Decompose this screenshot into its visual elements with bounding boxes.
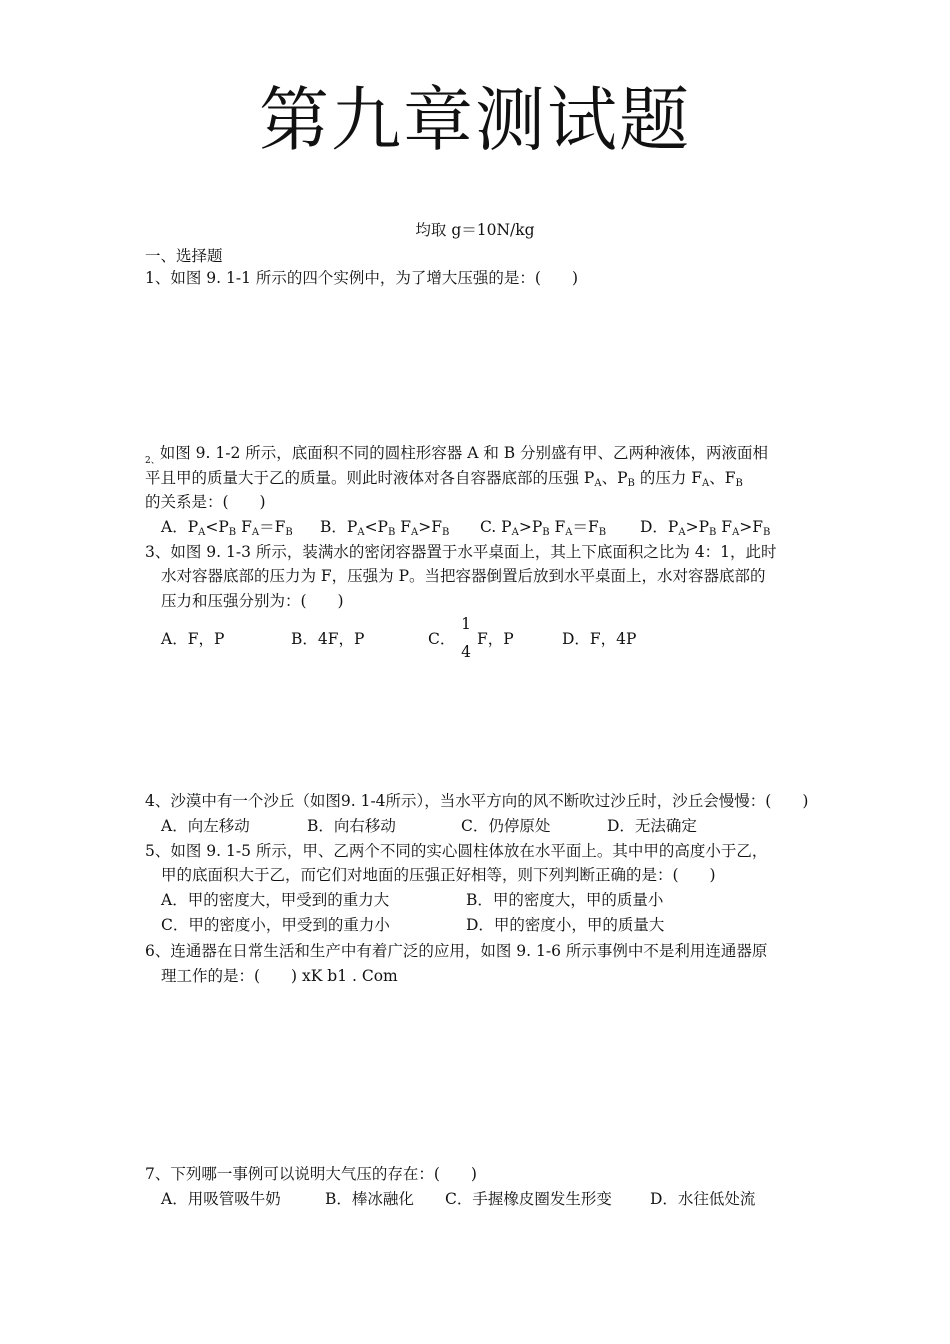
question-3-option-c-label: C． [428,630,456,648]
question-5-option-c: C．甲的密度小，甲受到的重力小 [161,916,390,934]
gravity-note: 均取 g＝10N/kg [415,221,535,239]
question-5-line-1: 5、如图 9. 1-5 所示，甲、乙两个不同的实心圆柱体放在水平面上。其中甲的高度小于乙， [145,842,768,860]
question-3-option-d: D．F，4P [562,630,637,648]
question-2-option-b: B．$P_A<P_B$ $F_A>F_B$ [320,518,450,538]
question-5-option-b: B．甲的密度大，甲的质量小 [466,891,664,909]
question-3-option-c-rest: F，P [477,630,514,648]
question-7-option-c: C．手握橡皮圈发生形变 [445,1190,612,1208]
question-7-line-1: 7、下列哪一事例可以说明大气压的存在：( ) [145,1165,477,1183]
question-1: 1、如图 9. 1-1 所示的四个实例中，为了增大压强的是：( ) [145,269,578,287]
question-2-option-a: A．$P_A<P_B$ $F_A=F_B$ [161,518,293,538]
question-7-option-b: B．棒冰融化 [325,1190,414,1208]
question-5-option-a: A．甲的密度大，甲受到的重力大 [161,891,390,909]
fraction-numerator: 1 [461,615,471,633]
question-2-line-1: $_{2、}$如图 9. 1-2 所示，底面积不同的圆柱形容器 A 和 B 分别盛有甲、乙两种液体，两液面相 [145,444,769,466]
fraction-denominator: 4 [461,643,471,661]
question-4-line-1: 4、沙漠中有一个沙丘（如图9. 1-4所示），当水平方向的风不断吹过沙丘时，沙丘会慢慢：( ) [145,792,809,810]
question-4-option-b: B．向右移动 [307,817,396,835]
question-5-line-2: 甲的底面积大于乙，而它们对地面的压强正好相等，则下列判断正确的是：( ) [161,866,716,884]
question-3-line-3: 压力和压强分别为：( ) [161,592,344,610]
question-3-line-1: 3、如图 9. 1-3 所示，装满水的密闭容器置于水平桌面上，其上下底面积之比为 4：1，此时 [145,543,777,561]
question-2-option-c: C. $P_A>P_B$ $F_A=F_B$ [480,518,607,538]
question-3-option-a: A．F，P [161,630,225,648]
question-2-line-3: 的关系是：( ) [145,493,266,511]
question-7-option-a: A．用吸管吸牛奶 [161,1190,281,1208]
question-4-option-a: A．向左移动 [161,817,250,835]
question-4-option-c: C．仍停原处 [461,817,551,835]
question-2-line-2: 平且甲的质量大于乙的质量。则此时液体对各自容器底部的压强 $P_A$、$P_B$ 的压力 $F_A$、$F_B$ [145,469,743,489]
question-3-line-2: 水对容器底部的压力为 F，压强为 P。当把容器倒置后放到水平桌面上，水对容器底部的 [161,567,766,585]
question-2-number: 2、 [145,456,160,466]
question-4-option-d: D．无法确定 [607,817,697,835]
question-3-option-b: B．4F，P [291,630,365,648]
page-title: 第九章测试题 [259,79,691,161]
question-6-line-2: 理工作的是：( ) xK b1 . Com [161,967,398,985]
section-heading: 一、选择题 [145,247,223,265]
question-2-option-d: D．$P_A>P_B$ $F_A>F_B$ [640,518,771,538]
question-5-option-d: D．甲的密度小，甲的质量大 [466,916,665,934]
question-7-option-d: D．水往低处流 [650,1190,756,1208]
question-6-line-1: 6、连通器在日常生活和生产中有着广泛的应用，如图 9. 1-6 所示事例中不是利用连通器原 [145,942,768,960]
